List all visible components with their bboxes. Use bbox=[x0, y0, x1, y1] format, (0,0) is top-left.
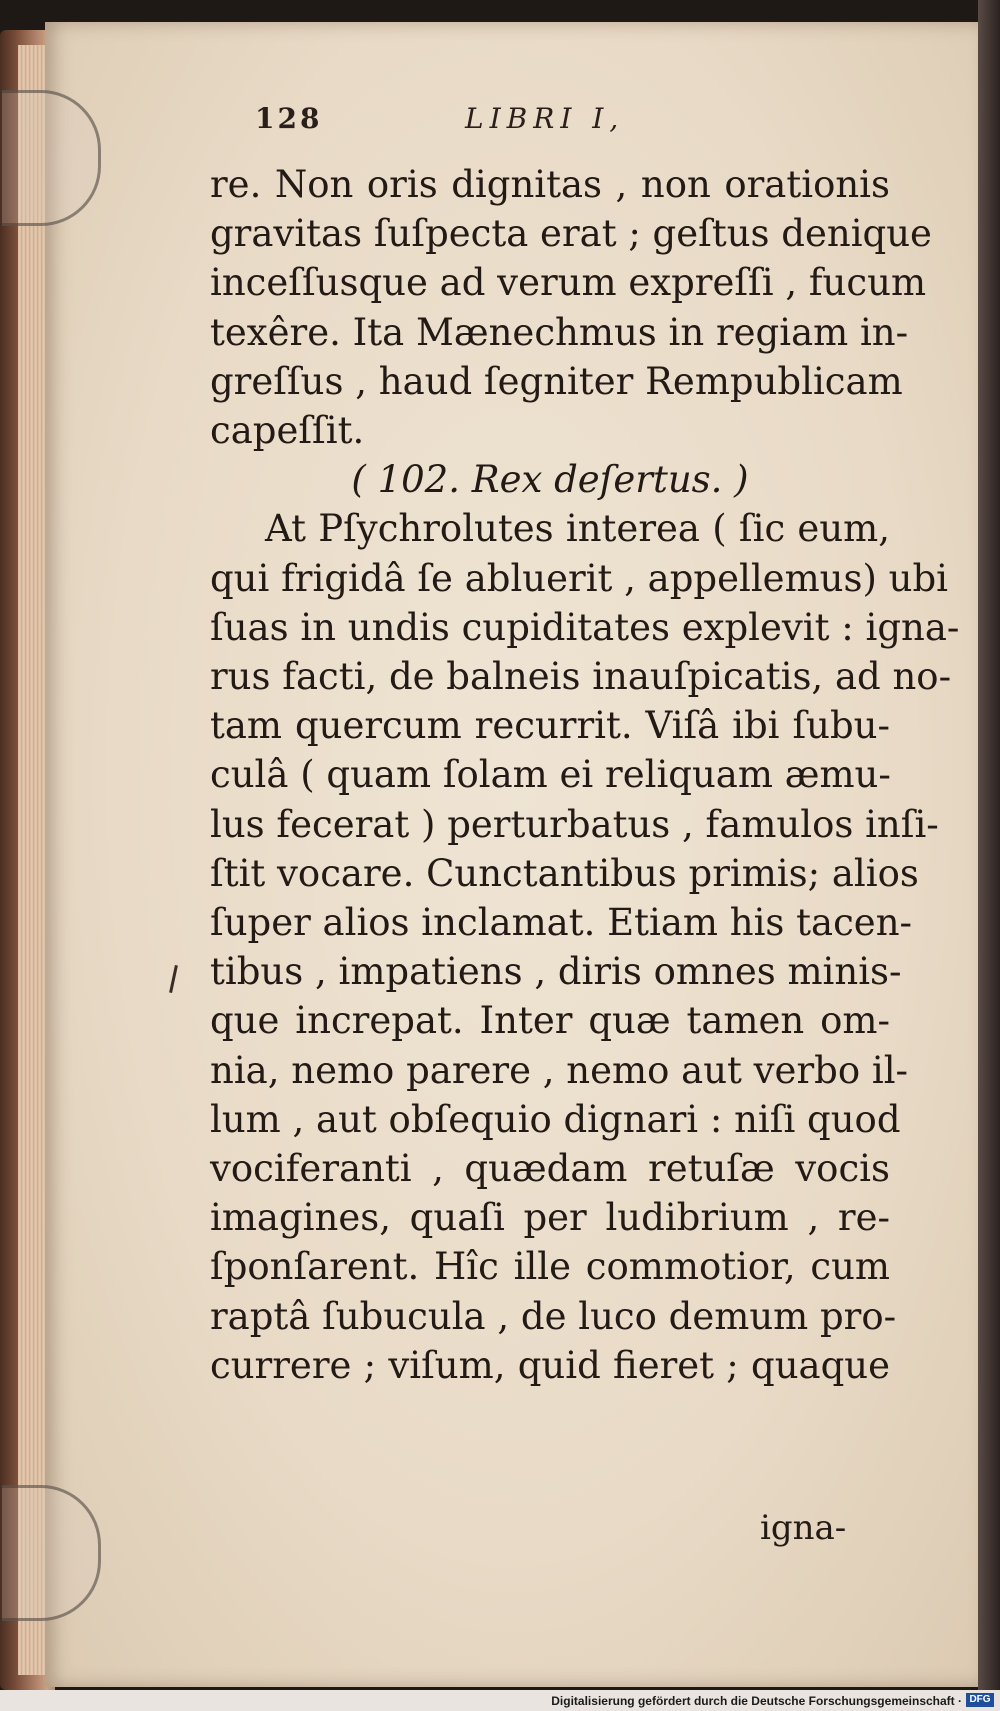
dfg-logo: DFG bbox=[966, 1693, 994, 1707]
text-line: ſuper alios inclamat. Etiam his tacen- bbox=[210, 901, 913, 945]
text-line: re. Non oris dignitas , non orationis bbox=[210, 163, 890, 206]
section-heading: ( 102. Rex deſertus. ) bbox=[351, 458, 749, 502]
text-line: lum , aut obſequio dignari : niſi quod bbox=[210, 1097, 901, 1141]
text-line: nia, nemo parere , nemo aut verbo il- bbox=[210, 1048, 909, 1092]
text-line: lus fecerat ) perturbatus , famulos inſi- bbox=[210, 802, 939, 846]
text-line: qui frigidâ ſe abluerit , appellemus) ubi bbox=[210, 556, 949, 600]
text-line: currere ; viſum, quid fieret ; quaque bbox=[210, 1343, 890, 1387]
text-line: texêre. Ita Mænechmus in regiam in- bbox=[210, 310, 909, 354]
right-shadow-edge bbox=[978, 0, 1000, 1711]
page-number: 128 bbox=[255, 102, 323, 135]
text-line: ſuas in undis cupiditates explevit : igna- bbox=[210, 605, 960, 649]
catchword: igna- bbox=[760, 1508, 847, 1548]
text-line: tam quercum recurrit. Viſâ ibi ſubu- bbox=[210, 704, 890, 748]
text-line: At Pſychrolutes interea ( ſic eum, bbox=[265, 507, 890, 551]
text-line: ſtit vocare. Cunctantibus primis; alios bbox=[210, 851, 919, 895]
text-line: raptâ ſubucula , de luco demum pro- bbox=[210, 1294, 897, 1338]
digitization-credit: Digitalisierung gefördert durch die Deutsche Forschungsgemeinschaft · bbox=[551, 1694, 962, 1708]
text-line: greſſus , haud ſegniter Rempublicam bbox=[210, 359, 903, 403]
text-line: ſponſarent. Hîc ille commotior, cum bbox=[210, 1245, 890, 1289]
text-line: rus facti, de balneis inauſpicatis, ad no- bbox=[210, 655, 952, 699]
body-text bbox=[210, 160, 960, 1390]
text-line: imagines, quaſi per ludibrium , re- bbox=[210, 1196, 890, 1240]
text-line: gravitas ſuſpecta erat ; geſtus denique bbox=[210, 212, 932, 256]
running-head: LIBRI I, bbox=[465, 102, 625, 135]
text-line: inceſſusque ad verum expreſſi , fucum bbox=[210, 261, 927, 305]
text-line: culâ ( quam ſolam ei reliquam æmu- bbox=[210, 753, 891, 797]
text-line: que increpat. Inter quæ tamen om- bbox=[210, 999, 890, 1043]
text-line: vociferanti , quædam retuſæ vocis bbox=[210, 1147, 890, 1191]
text-line: tibus , impatiens , diris omnes minis- bbox=[210, 950, 902, 994]
text-line: capeſſit. bbox=[210, 409, 365, 453]
